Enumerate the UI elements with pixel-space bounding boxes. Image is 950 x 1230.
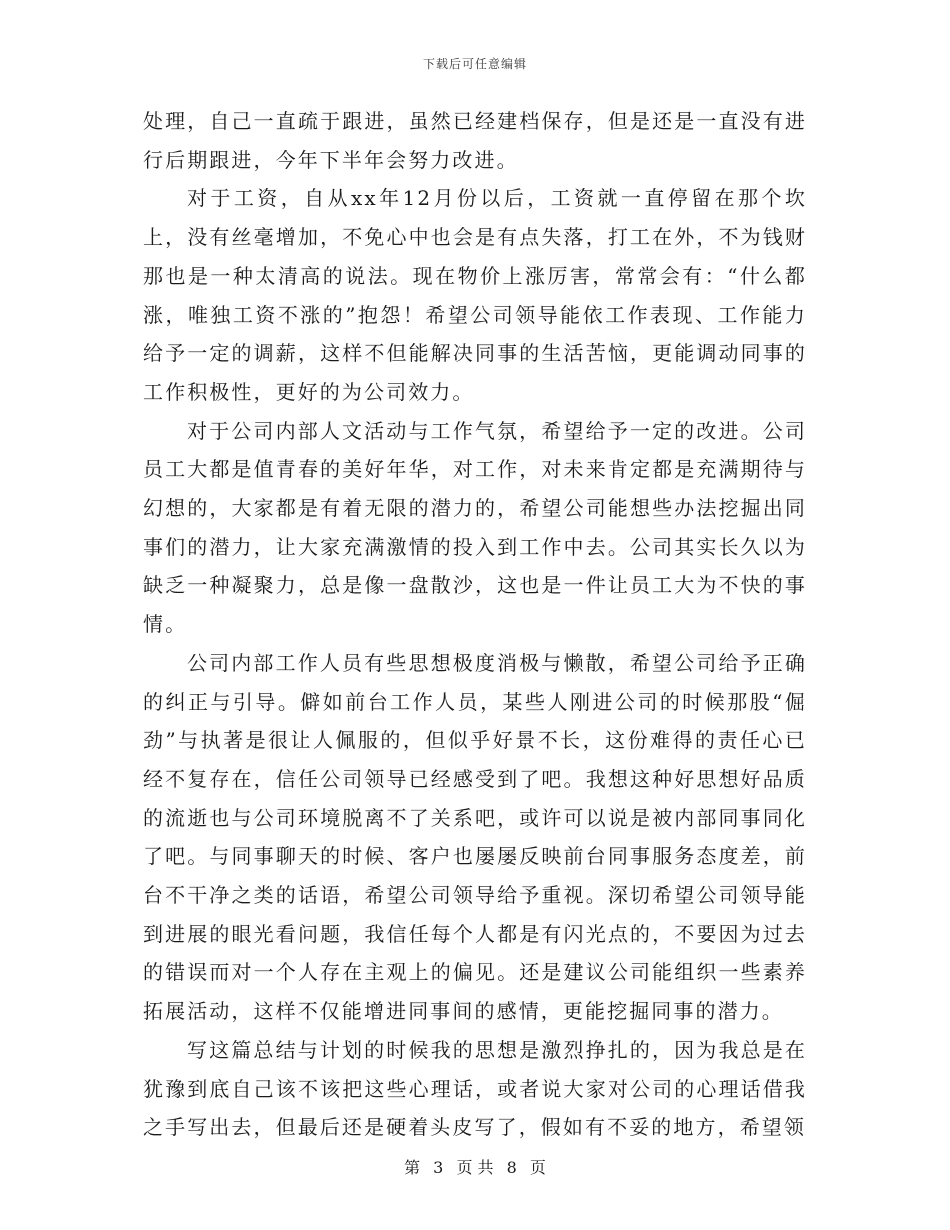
footer-middle: 页 共: [456, 1158, 494, 1177]
total-pages-number: 8: [506, 1158, 517, 1177]
paragraph: 写这篇总结与计划的时候我的思想是激烈挣扎的，因为我总是在犹豫到底自己该不该把这些心理话，或者说大家对公司的心理话借我之手写出去，但最后还是硬着头皮写了，假如有不妥的地方，希望领: [143, 1037, 807, 1140]
paragraph: 对于工资，自从xx年12月份以后，工资就一直停留在那个坎上，没有丝毫增加，不免心中也会是有点失落，打工在外，不为钱财那也是一种太清高的说法。现在物价上涨厉害，常常会有：“什么都涨，唯独工资不涨的”抱怨！希望公司领导能依工作表现、工作能力给予一定的调薪，这样不但能解决同事的生活苦恼，更能调动同事的工作积极性，更好的为公司效力。: [143, 186, 807, 404]
current-page-number: 3: [433, 1158, 444, 1177]
paragraph: 公司内部工作人员有些思想极度消极与懒散，希望公司给予正确的纠正与引导。僻如前台工作人员，某些人刚进公司的时候那股“倔劲”与执著是很让人佩服的，但似乎好景不长，这份难得的责任心已经不复存在，信任公司领导已经感受到了吧。我想这种好思想好品质的流逝也与公司环境脱离不了关系吧，或许可以说是被内部同事同化了吧。与同事聊天的时候、客户也屡屡反映前台同事服务态度差，前台不干净之类的话语，希望公司领导给予重视。深切希望公司领导能到进展的眼光看问题，我信任每个人都是有闪光点的，不要因为过去的错误而对一个人存在主观上的偏见。还是建议公司能组织一些素养拓展活动，这样不仅能增进同事间的感情，更能挖掘同事的潜力。: [143, 650, 807, 1024]
footer-suffix: 页: [529, 1158, 546, 1177]
document-body: [143, 102, 807, 1147]
page-footer: [0, 1155, 950, 1178]
paragraph: 对于公司内部人文活动与工作气氛，希望给予一定的改进。公司员工大都是值青春的美好年华，对工作，对未来肯定都是充满期待与幻想的，大家都是有着无限的潜力的，希望公司能想些办法挖掘出同事们的潜力，让大家充满激情的投入到工作中去。公司其实长久以为缺乏一种凝聚力，总是像一盘散沙，这也是一件让员工大为不快的事情。: [143, 418, 807, 637]
footer-prefix: 第: [404, 1158, 421, 1177]
paragraph: 处理，自己一直疏于跟进，虽然已经建档保存，但是还是一直没有进行后期跟进，今年下半年会努力改进。: [143, 109, 807, 172]
page-header: 下载后可任意编辑: [422, 57, 527, 71]
